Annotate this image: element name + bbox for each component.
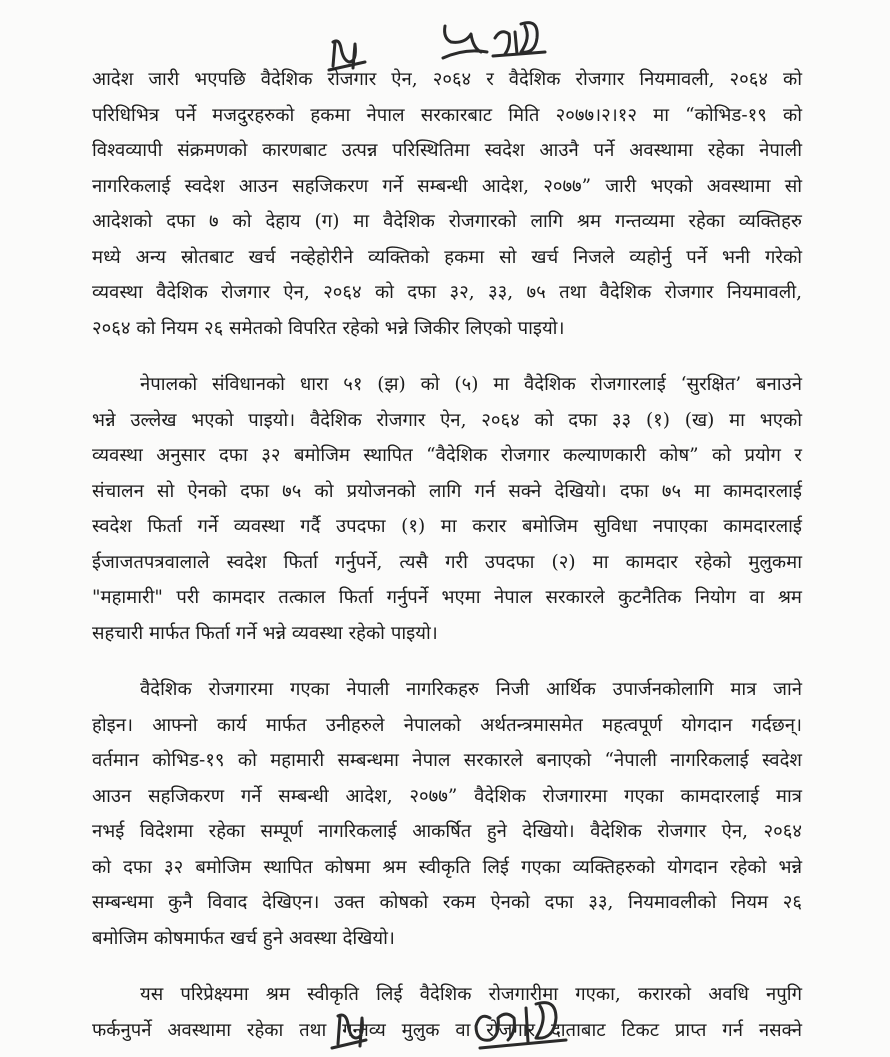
paragraph-gap: [92, 956, 802, 977]
document-body: [92, 62, 802, 1048]
text-line: सहचारी मार्फत फिर्ता गर्ने भन्ने व्यवस्था रहेको पाइयो।: [92, 622, 438, 644]
text-line: यस परिप्रेक्ष्यमा श्रम स्वीकृति लिई वैदेशिक रोजगारीमा गएका, करारको अवधि नपुगि: [140, 984, 802, 1005]
text-line: परिधिभित्र पर्ने मजदुरहरुको हकमा नेपाल सरकारबाट मिति २०७७।२।१२ मा “कोभिड-१९ को: [92, 104, 802, 126]
paragraph-3: [92, 672, 802, 956]
text-line: नेपालको संविधानको धारा ५१ (झ) को (५) मा वैदेशिक रोजगारलाई ‘सुरक्षित’ बनाउने: [140, 374, 802, 395]
text-line: व्यवस्था अनुसार दफा ३२ बमोजिम स्थापित “वैदेशिक रोजगार कल्याणकारी कोष” को प्रयोग र: [92, 445, 802, 466]
text-line: आदेश जारी भएपछि वैदेशिक रोजगार ऐन, २०६४ र वैदेशिक रोजगार नियमावली, २०६४ को: [92, 69, 802, 90]
text-line: भन्ने उल्लेख भएको पाइयो। वैदेशिक रोजगार ऐन, २०६४ को दफा ३३ (१) (ख) मा भएको: [92, 409, 802, 431]
text-line: आउन सहजिकरण गर्ने सम्बन्धी आदेश, २०७७” वैदेशिक रोजगारमा गएका कामदारलाई मात्र: [92, 785, 802, 807]
text-line: "महामारी" परी कामदार तत्काल फिर्ता गर्नुपर्ने भएमा नेपाल सरकारले कुटनैतिक नियोग वा श्रम: [92, 587, 802, 608]
text-line: मध्ये अन्य स्रोतबाट खर्च नव्हेहोरीने व्यक्तिको हकमा सो खर्च निजले व्यहोर्नु पर्ने भनी गरेको: [92, 246, 802, 268]
text-line: को दफा ३२ बमोजिम स्थापित कोषमा श्रम स्वीकृति लिई गएका व्यक्तिहरुको योगदान रहेको भन्ने: [92, 856, 802, 878]
paragraph-gap: [92, 346, 802, 367]
text-line: व्यवस्था वैदेशिक रोजगार ऐन, २०६४ को दफा ३२, ३३, ७५ तथा वैदेशिक रोजगार नियमावली,: [92, 282, 802, 303]
text-line: बमोजिम कोषमार्फत खर्च हुने अवस्था देखियो।: [92, 927, 395, 949]
text-line: वर्तमान कोभिड-१९ को महामारी सम्बन्धमा नेपाल सरकारले बनाएको “नेपाली नागरिकलाई स्वदेश: [92, 750, 802, 771]
paragraph-1: [92, 62, 802, 346]
text-line: विश्वव्यापी संक्रमणको कारणबाट उत्पन्न परिस्थितिमा स्वदेश आउनै पर्ने अवस्थामा रहेका नेपाली: [92, 140, 802, 161]
paragraph-gap: [92, 651, 802, 672]
text-line: संचालन सो ऐनको दफा ७५ को प्रयोजनको लागि गर्न सक्ने देखियो। दफा ७५ मा कामदारलाई: [92, 480, 802, 502]
text-line: नभई विदेशमा रहेका सम्पूर्ण नागरिकलाई आकर्षित हुने देखियो। वैदेशिक रोजगार ऐन, २०६४: [92, 821, 802, 842]
text-line: २०६४ को नियम २६ समेतको विपरित रहेको भन्ने जिकीर लिएको पाइयो।: [92, 317, 565, 339]
text-line: वैदेशिक रोजगारमा गएका नेपाली नागरिकहरु निजी आर्थिक उपार्जनकोलागि मात्र जाने: [140, 679, 802, 700]
text-line: स्वदेश फिर्ता गर्ने व्यवस्था गर्दै उपदफा (१) मा करार बमोजिम सुविधा नपाएका कामदारलाई: [92, 516, 802, 537]
text-line: फर्कनुपर्ने अवस्थामा रहेका तथा गन्तव्य मुलुक वा रोजगार दाताबाट टिकट प्राप्त गर्न नसक्ने: [92, 1019, 802, 1041]
text-line: सम्बन्धमा कुनै विवाद देखिएन। उक्त कोषको रकम ऐनको दफा ३३, नियमावलीको नियम २६: [92, 892, 802, 913]
text-line: नागरिकलाई स्वदेश आउन सहजिकरण गर्ने सम्बन्धी आदेश, २०७७” जारी भएको अवस्थामा सो: [92, 175, 802, 197]
text-line: आदेशको दफा ७ को देहाय (ग) मा वैदेशिक रोजगारको लागि श्रम गन्तव्यमा रहेका व्यक्तिहरु: [92, 211, 802, 232]
text-line: ईजाजतपत्रवालाले स्वदेश फिर्ता गर्नुपर्ने, त्यसै गरी उपदफा (२) मा कामदार रहेको मुलुकमा: [92, 551, 802, 573]
text-line: होइन। आफ्नो कार्य मार्फत उनीहरुले नेपालको अर्थतन्त्रमासमेत महत्वपूर्ण योगदान गर्दछन्।: [92, 714, 802, 736]
paragraph-4: [92, 977, 802, 1048]
paragraph-2: [92, 367, 802, 651]
